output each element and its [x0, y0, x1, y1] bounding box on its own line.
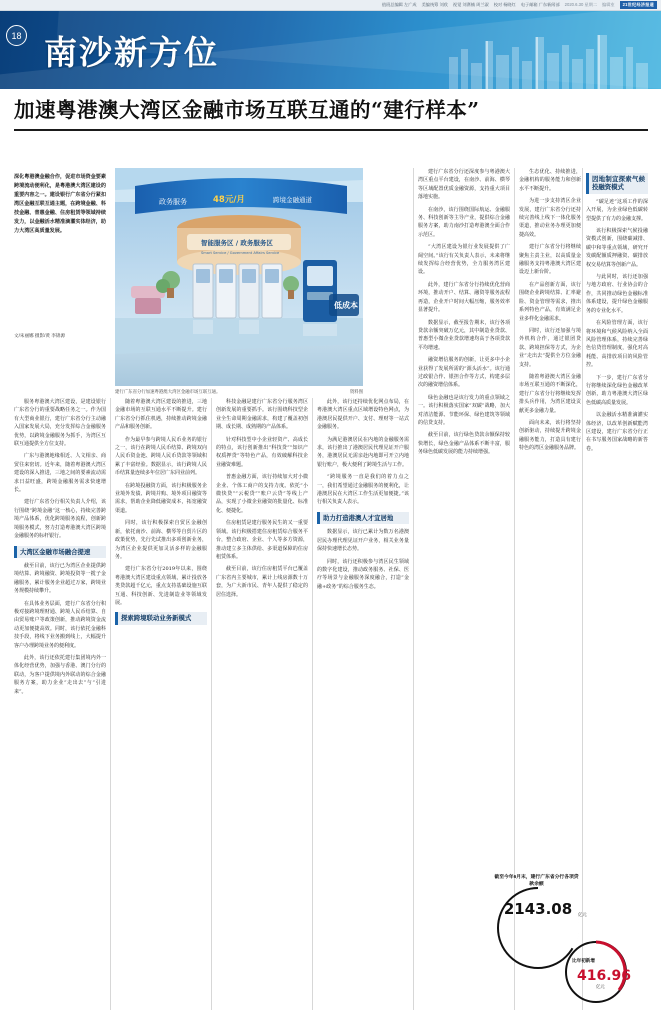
- column-divider: [312, 398, 313, 1010]
- paragraph: 截至目前，该行绿色贷款余额保持较快增长，绿色金融产品体系不断丰富，服务绿色低碳发展的能力持续增强。: [418, 432, 510, 456]
- column-divider: [211, 398, 212, 1010]
- paragraph: 作为最早参与跨境人民币业务的银行之一，该行在跨境人民币结算、跨境双向人民币资金池、跨境人民币贷款等领域积累了丰富经验。数据显示，该行跨境人民币结算量连续多年位居广东同业前列。: [115, 436, 207, 477]
- paragraph: 此外，该行还依托建行集团境内外一体化经营优势，加强与香港、澳门分行的联动，为客户提供境内外联动的综合金融服务方案，助力企业“走出去”与“引进来”。: [14, 654, 106, 695]
- paragraph: 融资增信服务的创新，让更多中小企业获得了发展所需的“源头活水”。该行通过政银合作、银担合作等方式，构建多层次的融资增信体系。: [418, 357, 510, 389]
- topbar-item-1: 美编统筹 刘欣: [421, 2, 448, 7]
- topbar-item-3: 校对 杨晓红: [493, 2, 516, 7]
- paragraph: 以金融活水精准滴灌实体经济，以改革创新赋能湾区建设，建行广东省分行正在书写服务国家战略的新答卷。: [586, 412, 648, 452]
- page-headline: 加速粤港澳大湾区金融市场互联互通的“建行样本”: [14, 98, 480, 122]
- photo-credit: 资料图: [349, 389, 363, 394]
- subhead-1: 大湾区金融市场融合提速: [14, 546, 106, 558]
- section-masthead: [0, 11, 661, 89]
- paper-name-tag: 21世纪经济报道: [620, 1, 657, 9]
- paragraph: 面向未来，该行将坚持创新驱动，持续提升跨境金融服务能力，打造具有建行特色的湾区金融服务品牌。: [519, 419, 581, 452]
- paragraph: 在风险管理方面，该行将环境和气候风险纳入全面风险管理体系，持续完善绿色信贷管理制度，强化对高耗能、高排放项目的风险管控。: [586, 320, 648, 369]
- paragraph: 建行广东省分行相关负责人介绍，该行围绕“跨境金融”这一核心，持续完善跨境产品体系，优化跨境服务流程，创新跨境服务模式，努力打造粤港澳大湾区跨境金融服务的标杆银行。: [14, 499, 106, 540]
- paragraph: 为满足港澳居民在内地的金融服务需求，该行推出了港澳居民代理见证开户服务，港澳居民无需亲赴内地即可开立内地银行账户，极大便利了跨境生活与工作。: [317, 436, 409, 468]
- paragraph: 此外，该行还持续优化网点布局，在粤港澳大湾区重点区域增设特色网点，为港澳居民提供开户、支付、理财等一站式金融服务。: [317, 399, 409, 431]
- paragraph: 在具体业务层面，建行广东省分行积极对接跨境理财通、跨境人民币结算、自由贸易账户等政策创新，推动跨境资金流动更加便捷高效。同时，该行依托金融科技手段，将线下业务搬到线上，大幅提升客户办理跨境业务的便利度。: [14, 600, 106, 649]
- infographic-caption: 截至今年6月末，建行广东省分行各项贷款余额: [494, 875, 579, 887]
- topbar-date: 2020.6.30 星期二: [564, 2, 598, 7]
- article-column-3: [216, 398, 308, 1012]
- photo-caption: [115, 389, 363, 395]
- paragraph: 同时，该行还加强与境外机构合作，通过银团贷款、跨境担保等方式，为企业“走出去”提供全方位金融支持。: [519, 327, 581, 368]
- paragraph: 建行广东省分行将继续聚焦主责主业，以高质量金融服务支持粤港澳大湾区建设迈上新台阶。: [519, 244, 581, 276]
- lead-paragraph: 深化粤港澳金融合作，促进市场资金要素跨境流动便利化，是粤港澳大湾区建设的重要内容之一。建设银行广东省分行紧扣湾区金融互联互通主题，在跨境金融、科技金融、普惠金融、住房租赁等领域持续发力，以金融活水精准滴灌实体经济，助力大湾区高质量发展。: [14, 174, 106, 234]
- topbar-edition: 编辑室: [602, 2, 615, 7]
- photo-caption-text: 建行广东省分行加速粤港澳大湾区金融市场互联互通。: [115, 389, 221, 394]
- article-column-4: [317, 398, 409, 1012]
- page-topbar: [0, 0, 661, 11]
- paragraph: 科技金融是建行广东省分行服务湾区创新发展的重要抓手。该行围绕科技型企业全生命周期金融需求，构建了覆盖初创期、成长期、成熟期的产品体系。: [216, 399, 308, 431]
- paragraph: 同时，该行积极探索自贸区金融创新，依托南沙、前海、横琴等自贸片区的政策优势，先行先试推出多项创新业务，为湾区企业提供更加灵活多样的金融服务。: [115, 520, 207, 560]
- paragraph: 生态优化、持续推进，金融机构的服务能力和创新水平不断提升。: [519, 169, 581, 192]
- paragraph: 下一步，建行广东省分行将继续深化绿色金融改革创新，助力粤港澳大湾区绿色低碳高质量发展。: [586, 374, 648, 406]
- paragraph: 截至目前，该行住房租赁平台已覆盖广东省内主要城市，累计上线房源数十万套，为广大新市民、青年人提供了稳定的居住选择。: [216, 566, 308, 598]
- paragraph: 该行积极探索气候投融资模式创新，围绕碳减排、碳中和等重点领域，研究开发碳配额质押融资、碳排放权交易结算等创新产品。: [586, 228, 648, 268]
- svg-text:政务服务: 政务服务: [159, 198, 187, 206]
- svg-text:48元/月: 48元/月: [213, 195, 245, 205]
- infographic-unit-2: 亿元: [596, 984, 605, 989]
- paragraph: “碳足迹”这项工作的深入开展，为企业绿色低碳转型提供了有力的金融支撑。: [586, 198, 648, 222]
- paragraph: “跨境服务一直是我们的着力点之一，我们希望通过金融服务的便利化，让港澳居民在大湾区工作生活更加便捷。”该行相关负责人表示。: [317, 474, 409, 506]
- page-number-badge: 18: [6, 25, 27, 46]
- topbar-item-4: 电子邮箱 广东新闻部: [520, 2, 560, 7]
- paragraph: 为进一步支持湾区企业发展，建行广东省分行还持续完善线上线下一体化服务渠道，推动业务办理更加便捷高效。: [519, 198, 581, 238]
- paragraph: 数据显示，该行已累计为数万名港澳居民办理代理见证开户业务，相关业务量保持快速增长态势。: [317, 529, 409, 553]
- topbar-item-2: 视觉 刘赛楠 周兰淑: [452, 2, 489, 7]
- subhead-3: 助力打造港澳人才宜居地: [317, 512, 409, 524]
- topbar-item-0: 值班总编辑 左广成: [381, 2, 417, 7]
- infographic-unit-1: 亿元: [578, 912, 587, 917]
- paragraph: 数据显示，截至报告期末，该行各项贷款余额突破万亿元，其中制造业贷款、普惠型小微企业贷款增速均高于各项贷款平均增速。: [418, 319, 510, 351]
- column-divider: [413, 168, 414, 1010]
- paragraph: 与此同时，该行还加强与地方政府、行业协会的合作，共同推动绿色金融标准体系建设，提升绿色金融服务的专业化水平。: [586, 274, 648, 314]
- paragraph: 在产品创新方面，该行围绕企业跨境结算、汇率避险、资金管理等需求，推出系列特色产品，有效满足企业多样化金融需求。: [519, 281, 581, 322]
- paragraph: “大湾区建设为银行业发展提供了广阔空间。”该行有关负责人表示，未来将继续发挥综合经营优势，全力服务湾区建设。: [418, 244, 510, 276]
- skyline-graphic: [445, 27, 655, 89]
- paragraph: 广东与港澳地缘相近、人文相亲、商贸往来密切。近年来，随着粤港澳大湾区建设的深入推进，三地之间的要素流动需求日益旺盛，跨境金融服务需求快速增长。: [14, 453, 106, 494]
- article-column-2: [115, 398, 207, 1012]
- paragraph: 住房租赁是建行服务民生的又一重要领域。该行积极搭建住房租赁综合服务平台，整合政府、企业、个人等多方资源，推动建立多主体供给、多渠道保障的住房租赁体系。: [216, 520, 308, 560]
- column-divider: [110, 398, 111, 1010]
- article-photo: [115, 168, 363, 386]
- infographic-label-2: 比年初新增: [572, 958, 595, 963]
- subhead-2: 探索跨境联动业务新模式: [115, 612, 207, 624]
- svg-text:跨境金融通道: 跨境金融通道: [273, 196, 312, 204]
- svg-text:低成本: 低成本: [334, 301, 358, 310]
- infographic-value-2: 416.96: [576, 968, 632, 984]
- infographic-loan-balance: [486, 872, 648, 1012]
- paragraph: 普惠金融方面，该行持续加大对小微企业、个体工商户的支持力度。依托“小微快贷”“云税贷”“账户云贷”等线上产品，实现了小微企业融资的批量化、标准化、便捷化。: [216, 474, 308, 514]
- article-column-1: [14, 398, 106, 1012]
- svg-text:智能服务区 / 政务服务区: 智能服务区 / 政务服务区: [201, 239, 273, 247]
- paragraph: 建行广东省分行还深度参与粤港澳大湾区重点平台建设，在南沙、前海、横琴等区域配置优质金融资源，支持重大项目落地实施。: [418, 169, 510, 201]
- paragraph: 此外，建行广东省分行持续优化营商环境，推动开户、结算、融资等服务流程再造，企业开户时间大幅压缩，服务效率显著提升。: [418, 281, 510, 314]
- paragraph: 服务粤港澳大湾区建设，是建设银行广东省分行的重要战略任务之一。作为国有大型商业银行，建行广东省分行主动融入国家发展大局，充分发挥综合金融服务优势，以跨境金融服务为抓手，为湾区互联互通提供全方位支持。: [14, 399, 106, 448]
- section-title: 南沙新方位: [44, 33, 219, 72]
- paragraph: 随着粤港澳大湾区金融市场互联互通的不断深化，建行广东省分行将继续发挥排头兵作用，为湾区建设贡献更多金融力量。: [519, 373, 581, 414]
- photo-illustration: [115, 168, 363, 386]
- paragraph: 绿色金融也是该行发力的重点领域之一。该行积极落实国家“双碳”战略，加大对清洁能源、节能环保、绿色建筑等领域的信贷支持。: [418, 394, 510, 426]
- paragraph: 在南沙，该行围绕国际航运、金融服务、科技创新等主导产业，提供综合金融服务方案，助力南沙打造粤港澳全面合作示范区。: [418, 206, 510, 238]
- paragraph: 在跨境投融资方面，该行积极服务企业境外发债、跨境并购、境外项目融资等需求，帮助企业降低融资成本，拓宽融资渠道。: [115, 482, 207, 514]
- paragraph: 随着粤港澳大湾区建设的推进，三地金融市场的互联互通水平不断提升。建行广东省分行抓住机遇，持续推动跨境金融产品和服务创新。: [115, 399, 207, 431]
- donut-chart: [486, 872, 648, 1012]
- paragraph: 建行广东省分行2019年以来，围绕粤港澳大湾区建设重点领域，累计投放各类贷款超千亿元，重点支持基础设施互联互通、科技创新、先进制造业等领域发展。: [115, 566, 207, 606]
- subhead-4: 因地制宜探索气候投融资模式: [586, 173, 648, 194]
- paragraph: 同时，该行还积极参与湾区民生领域的数字化建设，推动政务服务、社保、医疗等场景与金融服务深度融合，打造“金融+政务”的综合服务生态。: [317, 558, 409, 590]
- headline-rule: [14, 129, 648, 131]
- paragraph: 针对科技型中小企业轻资产、高成长的特点，该行创新推出“科技贷”“知识产权质押贷”等特色产品，有效破解科技企业融资难题。: [216, 436, 308, 468]
- byline: 文/朱丽娜 摄影/黄 李锦源: [14, 333, 66, 338]
- svg-text:Smart Service / Government Aff: Smart Service / Government Affairs Service: [201, 251, 280, 255]
- paragraph: 截至目前，该行已为湾区企业提供跨境结算、跨境融资、跨境投资等一揽子金融服务，累计服务企业超过万家，跨境业务规模持续攀升。: [14, 562, 106, 595]
- infographic-value-1: 2143.08: [503, 900, 573, 918]
